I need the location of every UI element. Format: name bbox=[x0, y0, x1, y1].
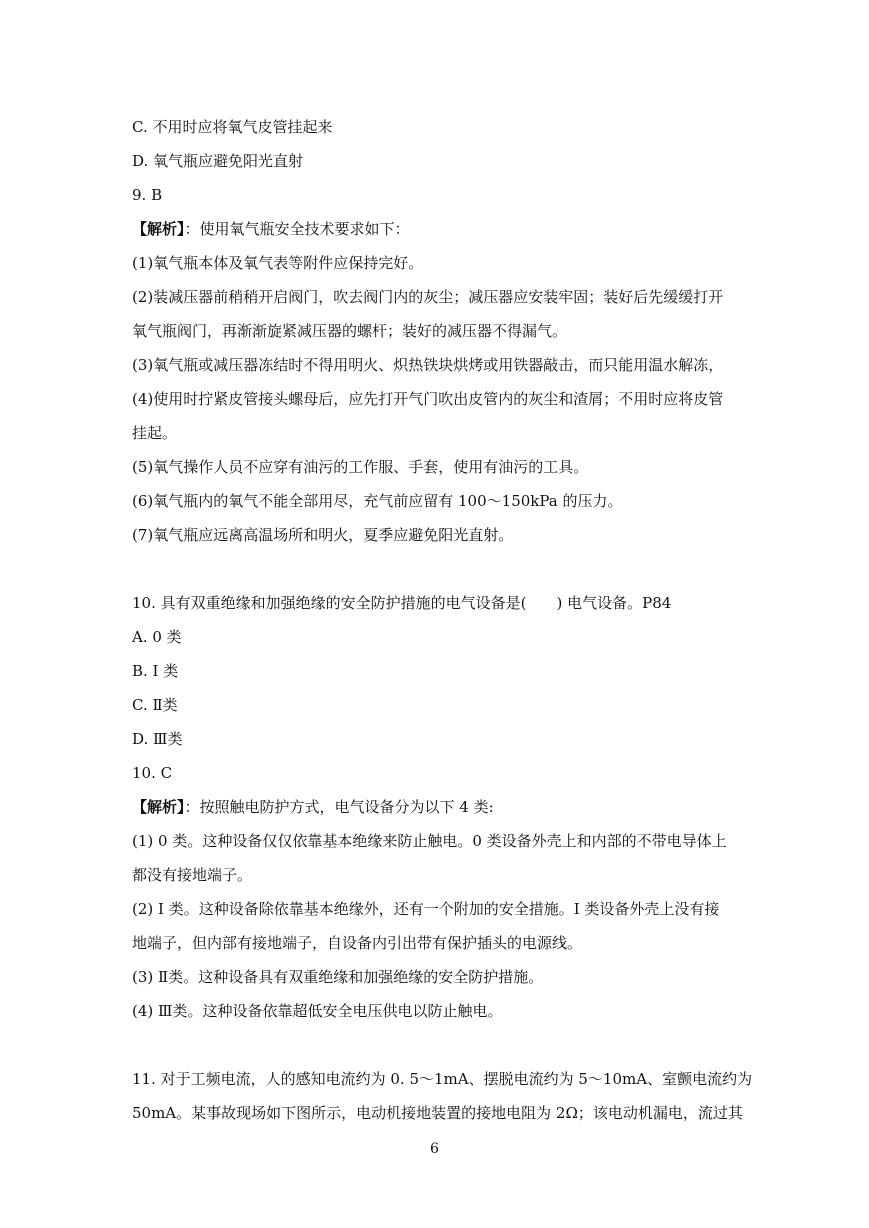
q9-point-4-cont: 挂起。 bbox=[132, 424, 178, 442]
q10-point-1: (1) 0 类。这种设备仅仅依靠基本绝缘来防止触电。0 类设备外壳上和内部的不带电导体上 bbox=[132, 832, 727, 850]
q10-option-b: B. I 类 bbox=[132, 662, 179, 680]
q10-question: 10. 具有双重绝缘和加强绝缘的安全防护措施的电气设备是( ) 电气设备。P84 bbox=[132, 594, 672, 612]
q9-point-7: (7)氧气瓶应远离高温场所和明火，夏季应避免阳光直射。 bbox=[132, 526, 514, 544]
q10-option-a: A. 0 类 bbox=[132, 628, 182, 646]
q10-point-2-cont: 地端子，但内部有接地端子，自设备内引出带有保护插头的电源线。 bbox=[132, 934, 583, 952]
page-content bbox=[132, 110, 753, 1130]
q10-answer: 10. C bbox=[132, 764, 173, 782]
q9-analysis-intro: ：使用氧气瓶安全技术要求如下： bbox=[184, 220, 410, 238]
q10-point-4: (4) Ⅲ类。这种设备依靠超低安全电压供电以防止触电。 bbox=[132, 1002, 503, 1020]
q11-line-1: 11. 对于工频电流，人的感知电流约为 0. 5～1mA、摆脱电流约为 5～10mA、室颤电流约为 bbox=[132, 1070, 753, 1088]
q10-analysis-label: 【解析】 bbox=[132, 798, 185, 816]
q10-option-c: C. Ⅱ类 bbox=[132, 696, 178, 714]
q11-line-2: 50mA。某事故现场如下图所示，电动机接地装置的接地电阻为 2Ω；该电动机漏电，流过其 bbox=[132, 1104, 743, 1122]
q9-option-d: D. 氧气瓶应避免阳光直射 bbox=[132, 152, 304, 170]
q10-option-d: D. Ⅲ类 bbox=[132, 730, 183, 748]
q9-point-6: (6)氧气瓶内的氧气不能全部用尽，充气前应留有 100～150kPa 的压力。 bbox=[132, 492, 623, 510]
q9-point-2: (2)装减压器前稍稍开启阀门，吹去阀门内的灰尘；减压器应安装牢固；装好后先缓缓打开 bbox=[132, 288, 724, 306]
q10-point-1-cont: 都没有接地端子。 bbox=[132, 866, 253, 884]
page-number: 6 bbox=[430, 1141, 439, 1157]
q10-point-3: (3) Ⅱ类。这种设备具有双重绝缘和加强绝缘的安全防护措施。 bbox=[132, 968, 544, 986]
q9-point-2-cont: 氧气瓶阀门，再渐渐旋紧减压器的螺杆；装好的减压器不得漏气。 bbox=[132, 322, 568, 340]
q9-point-1: (1)氧气瓶本体及氧气表等附件应保持完好。 bbox=[132, 254, 424, 272]
q10-analysis bbox=[132, 790, 744, 824]
q9-point-4: (4)使用时拧紧皮管接头螺母后，应先打开气门吹出皮管内的灰尘和渣屑；不用时应将皮管 bbox=[132, 390, 724, 408]
q9-answer: 9. B bbox=[132, 186, 163, 204]
q9-option-c: C. 不用时应将氧气皮管挂起来 bbox=[132, 118, 333, 136]
section-gap bbox=[132, 552, 744, 586]
q9-analysis-label: 【解析】 bbox=[132, 220, 185, 238]
q10-analysis-intro: ：按照触电防护方式，电气设备分为以下 4 类: bbox=[184, 798, 494, 816]
q9-analysis bbox=[132, 212, 744, 246]
section-gap bbox=[132, 1028, 744, 1062]
q9-point-5: (5)氧气操作人员不应穿有油污的工作服、手套，使用有油污的工具。 bbox=[132, 458, 589, 476]
q10-point-2: (2) I 类。这种设备除依靠基本绝缘外，还有一个附加的安全措施。I 类设备外壳上没有接 bbox=[132, 900, 720, 918]
q9-point-3: (3)氧气瓶或减压器冻结时不得用明火、炽热铁块烘烤或用铁器敲击，而只能用温水解冻， bbox=[132, 356, 724, 374]
